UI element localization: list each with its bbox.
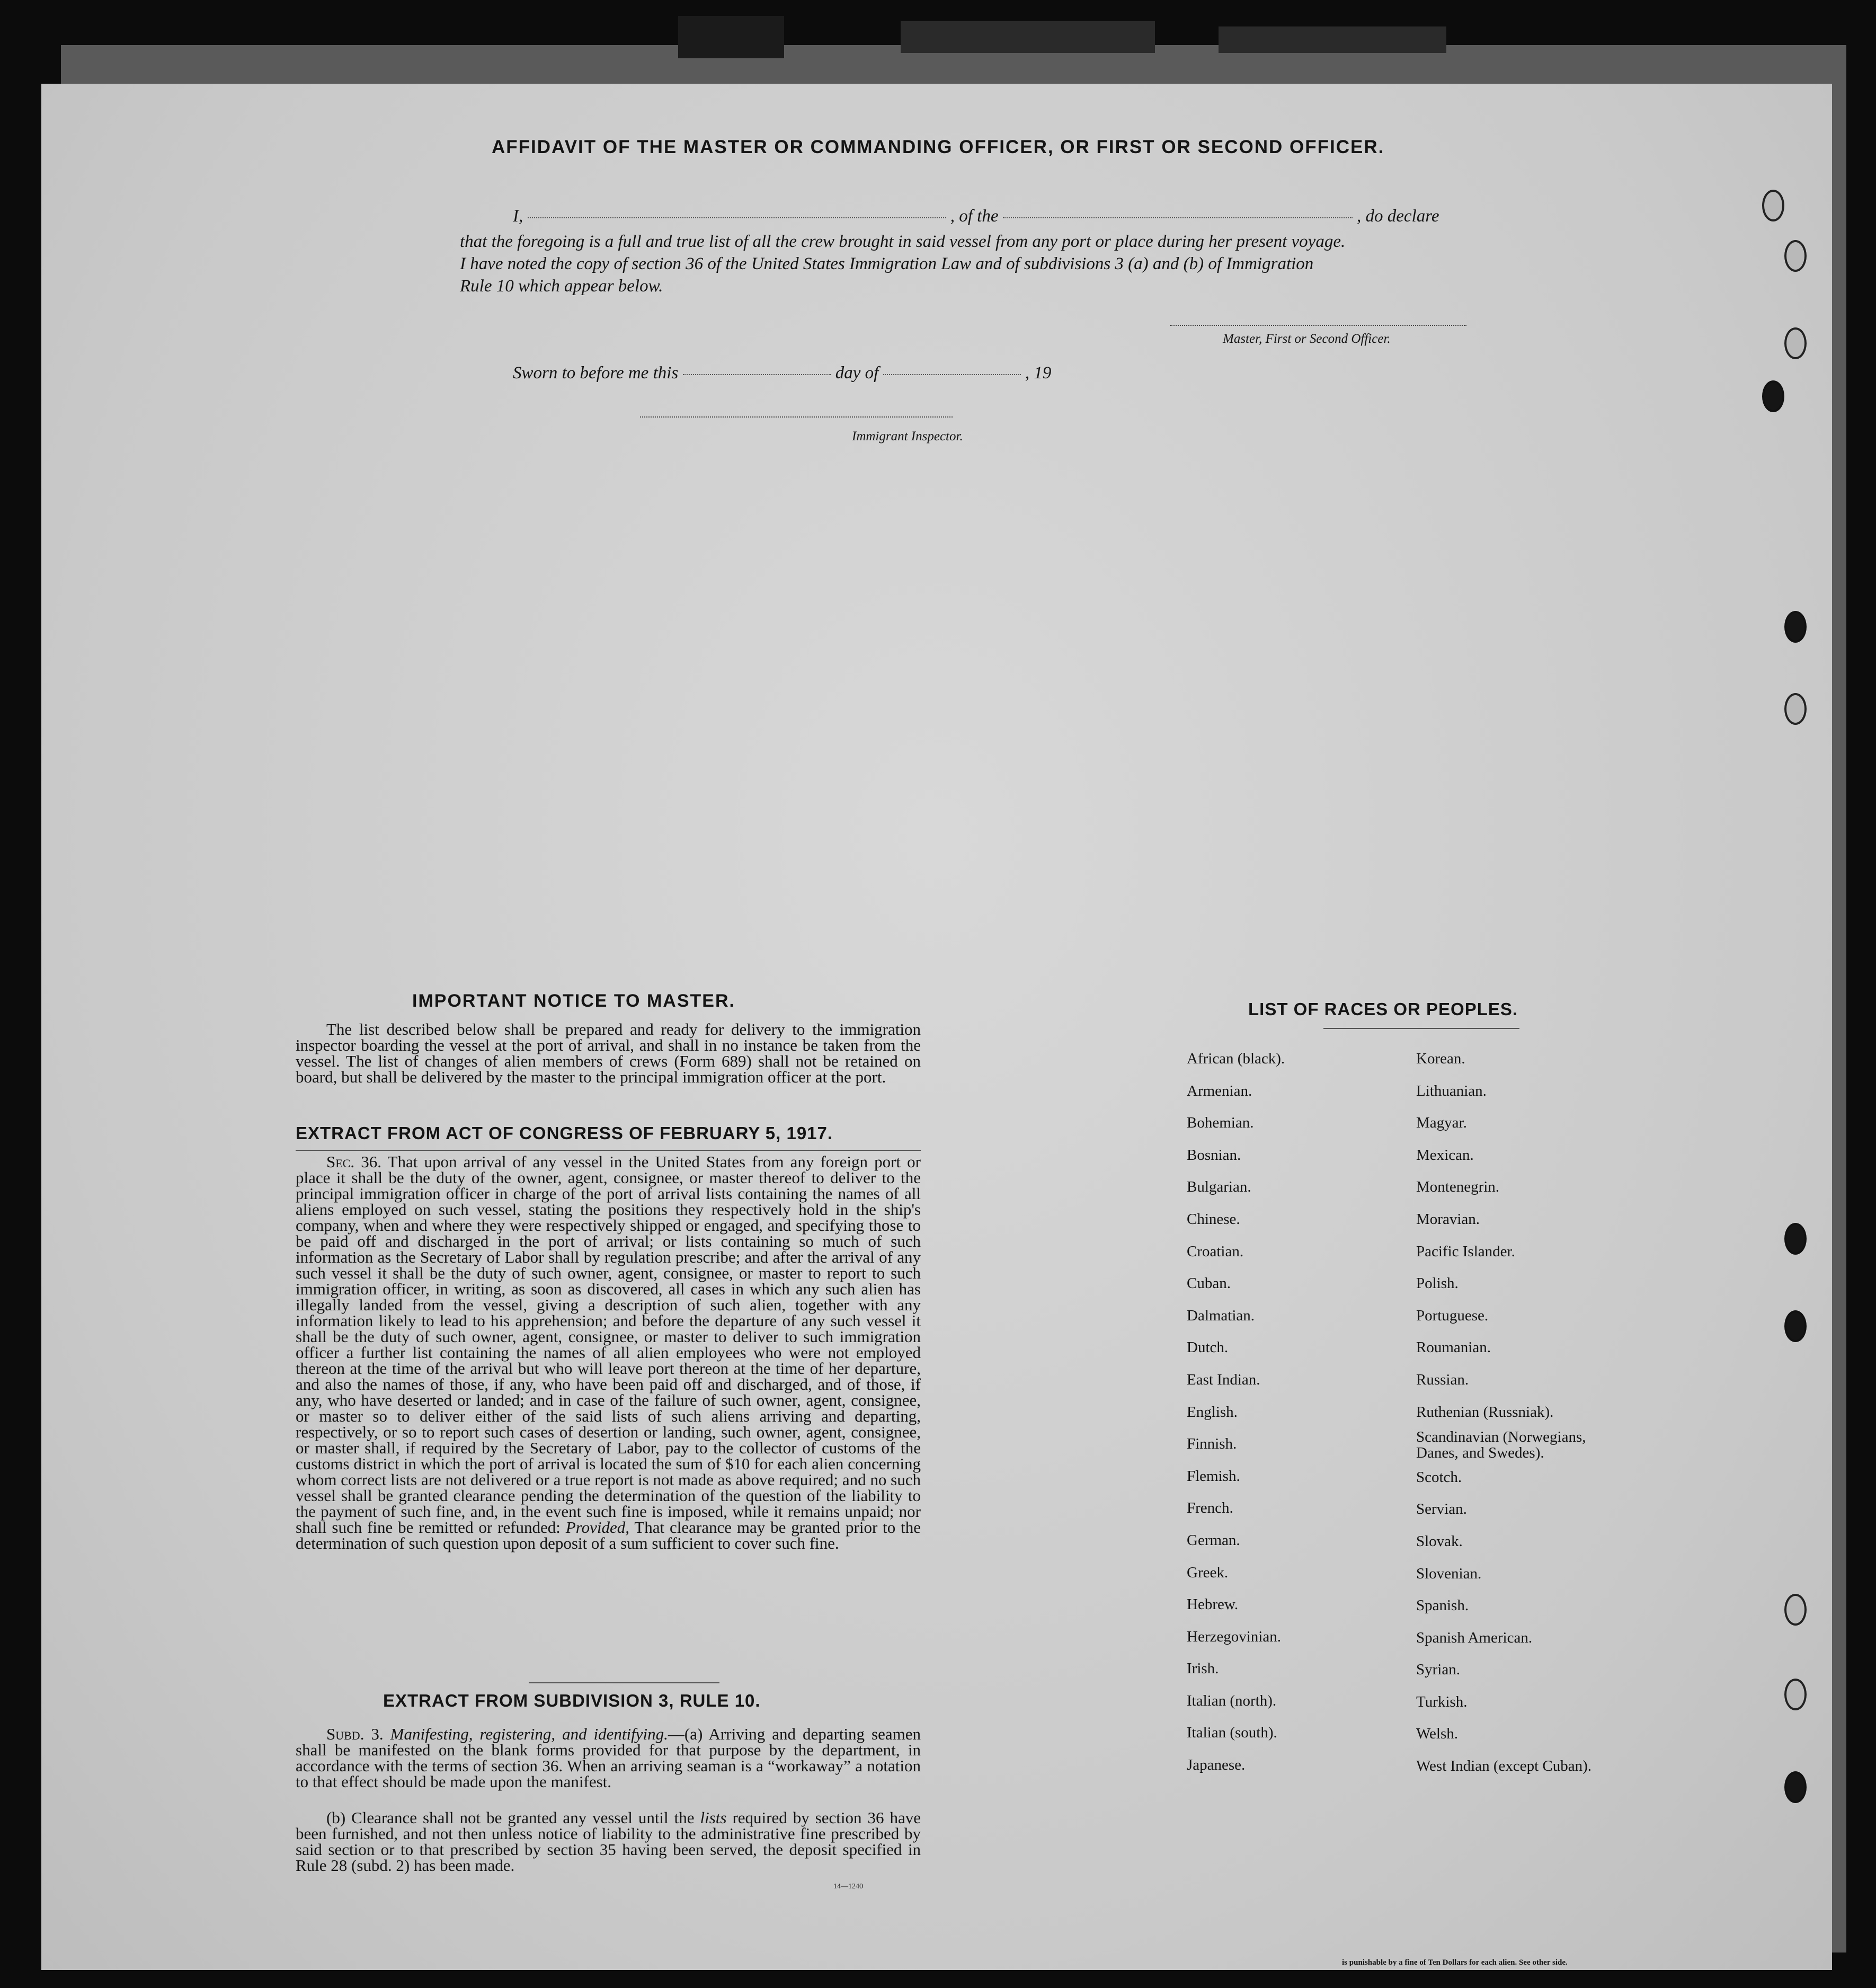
races-left-column xyxy=(1187,1043,1285,1781)
punch-hole xyxy=(1784,693,1807,725)
race-item: French. xyxy=(1187,1499,1233,1517)
rule-title-separator xyxy=(529,1682,719,1683)
race-item: Roumanian. xyxy=(1416,1339,1491,1356)
race-item: Japanese. xyxy=(1187,1756,1246,1774)
race-item: Bosnian. xyxy=(1187,1146,1241,1164)
race-item: Greek. xyxy=(1187,1564,1229,1581)
race-item: East Indian. xyxy=(1187,1371,1260,1388)
declarant-prefix: I, xyxy=(513,207,523,226)
race-item: Dutch. xyxy=(1187,1339,1229,1356)
rule-subd-label: Subd. 3. xyxy=(326,1725,384,1743)
punch-hole xyxy=(1784,327,1807,359)
do-declare-label: , do declare xyxy=(1356,207,1439,226)
act-section-label: Sec. 36. xyxy=(326,1152,381,1171)
affidavit-line-1 xyxy=(513,207,1439,226)
race-item: Spanish. xyxy=(1416,1597,1469,1614)
race-item: Bohemian. xyxy=(1187,1114,1254,1132)
race-item: Spanish American. xyxy=(1416,1629,1533,1646)
race-item: Ruthenian (Russniak). xyxy=(1416,1403,1554,1421)
of-the-label: , of the xyxy=(950,207,999,226)
master-signature-line xyxy=(1170,325,1466,326)
races-right-column xyxy=(1416,1043,1628,1782)
sworn-line xyxy=(513,363,1051,383)
affidavit-line-2: that the foregoing is a full and true list of all the crew brought in said vessel from any port or place during her present voyage. xyxy=(460,232,1346,251)
race-item: Italian (north). xyxy=(1187,1692,1277,1709)
race-item: Herzegovinian. xyxy=(1187,1628,1281,1645)
rule-subd-heading: Manifesting, registering, and identifying. xyxy=(390,1725,668,1743)
punch-hole xyxy=(1762,380,1784,412)
race-item: West Indian (except Cuban). xyxy=(1416,1758,1592,1775)
race-item: Bulgarian. xyxy=(1187,1178,1251,1196)
race-item: Portuguese. xyxy=(1416,1307,1489,1324)
race-item: English. xyxy=(1187,1403,1238,1421)
race-item: Scandinavian (Norwegians, Danes, and Swedes). xyxy=(1416,1428,1586,1462)
rule-para-b-1: (b) Clearance shall not be granted any vessel until the xyxy=(326,1808,695,1827)
race-item: Italian (south). xyxy=(1187,1724,1277,1742)
race-item: Pacific Islander. xyxy=(1416,1242,1515,1260)
race-item: Mexican. xyxy=(1416,1146,1474,1164)
rule-para-b-2: required by section 36 have been furnished, and not then unless notice of liability to the administrative fine prescribed by said section or to that prescribed by section 35 having been served, the deposit specified in Rule 28 (subd. 2) has been made. xyxy=(296,1808,921,1875)
punch-hole xyxy=(1784,1771,1807,1803)
torn-edge xyxy=(1219,26,1446,53)
act-text xyxy=(296,1154,921,1551)
race-item: Servian. xyxy=(1416,1501,1467,1518)
race-item: Scotch. xyxy=(1416,1468,1462,1486)
race-item: Chinese. xyxy=(1187,1210,1240,1228)
rule-para-a-text: —(a) Arriving and departing seamen shall be manifested on the blank forms provided for that purpose by the department, in accordance with the terms of section 36. When an arriving seaman is a “workaway” a notation to that effect should be made upon the manifest. xyxy=(296,1725,921,1791)
race-item: German. xyxy=(1187,1531,1240,1549)
race-item: African (black). xyxy=(1187,1050,1285,1067)
race-item: Russian. xyxy=(1416,1371,1469,1388)
vessel-name-field xyxy=(1003,217,1353,218)
race-item: Slovenian. xyxy=(1416,1565,1482,1582)
race-item: Moravian. xyxy=(1416,1210,1480,1228)
race-item: Slovak. xyxy=(1416,1532,1463,1550)
act-proviso-text: That clearance may be granted prior to the determination of such question upon deposit of a sum sufficient to cover such fine. xyxy=(296,1518,921,1552)
race-item: Flemish. xyxy=(1187,1467,1240,1485)
race-item: Magyar. xyxy=(1416,1114,1467,1132)
punch-hole xyxy=(1784,1223,1807,1255)
document-page xyxy=(41,84,1832,1970)
race-item: Korean. xyxy=(1416,1050,1465,1067)
footer-note: is punishable by a fine of Ten Dollars for each alien. See other side. xyxy=(1342,1958,1568,1967)
sworn-prefix: Sworn to before me this xyxy=(513,363,679,383)
race-item: Syrian. xyxy=(1416,1661,1460,1679)
race-item: Cuban. xyxy=(1187,1275,1231,1292)
master-signature-label: Master, First or Second Officer. xyxy=(1223,332,1391,346)
torn-edge xyxy=(678,16,784,58)
race-item: Dalmatian. xyxy=(1187,1307,1255,1324)
rule-title: EXTRACT FROM SUBDIVISION 3, RULE 10. xyxy=(383,1691,761,1710)
affidavit-title: AFFIDAVIT OF THE MASTER OR COMMANDING OFFICER, OR FIRST OR SECOND OFFICER. xyxy=(492,137,1385,157)
punch-hole xyxy=(1784,1679,1807,1710)
race-item: Montenegrin. xyxy=(1416,1178,1500,1196)
inspector-signature-line xyxy=(640,416,953,418)
sworn-day-field xyxy=(683,374,831,375)
rule-para-a xyxy=(296,1726,921,1790)
affidavit-line-3: I have noted the copy of section 36 of the United States Immigration Law and of subdivisions 3 (a) and (b) of Immigration xyxy=(460,254,1314,273)
race-item: Lithuanian. xyxy=(1416,1082,1487,1099)
inspector-label: Immigrant Inspector. xyxy=(852,429,963,443)
act-title: EXTRACT FROM ACT OF CONGRESS OF FEBRUARY 5, 1917. xyxy=(296,1123,833,1143)
act-proviso-word: Provided, xyxy=(565,1518,630,1537)
sworn-year: , 19 xyxy=(1025,363,1052,383)
sworn-day-of: day of xyxy=(835,363,879,383)
races-title: LIST OF RACES OR PEOPLES. xyxy=(1248,999,1518,1019)
notice-title: IMPORTANT NOTICE TO MASTER. xyxy=(412,991,735,1011)
rule-para-b-lists: lists xyxy=(700,1808,727,1827)
race-item: Croatian. xyxy=(1187,1242,1244,1260)
race-item: Hebrew. xyxy=(1187,1596,1239,1613)
punch-hole xyxy=(1784,240,1807,272)
race-item: Turkish. xyxy=(1416,1693,1468,1710)
act-body: That upon arrival of any vessel in the United States from any foreign port or place it shall be the duty of the owner, agent, consignee, or master thereof to deliver to the principal immigration officer in charge of the port of arrival lists containing the names of all aliens employed on such vessel, stating the positions they respectively hold in the ship's company, when and where they were respectively shipped or engaged, and specifying those to be paid off and discharged in the port of arrival; or lists containing so much of such information as the Secretary of Labor shall by regulation prescribe; and after the arrival of any such vessel it shall be the duty of such owner, agent, consignee, or master to report to such immigration officer, in writing, as soon as discovered, all cases in which any such alien has illegally landed from the vessel, giving a description of such alien, together with any information likely to lead to his apprehension; and before the departure of any such vessel it shall be the duty of such owner, agent, consignee, or master to deliver to such immigration officer a further list containing the names of all alien employees who were not employed thereon at the time of the arrival but who will leave port thereon at the time of her departure, and also the names of those, if any, who have been paid off and discharged, and of those, if any, who have deserted or landed; and in case of the failure of such owner, agent, consignee, or master so to deliver either of the said lists of such aliens arriving and departing, respectively, or so to report such cases of desertion or landing, such owner, agent, consignee, or master shall, if required by the Secretary of Labor, pay to the collector of customs of the customs district in which the port of arrival is located the sum of $10 for each alien concerning whom correct lists are not delivered or a true report is not made as above required; and no such vessel shall be granted clearance pending the determination of the question of the liability to the payment of such fine, and, in the event such fine is imposed, while it remains unpaid; nor shall such fine be remitted or refunded: xyxy=(296,1152,921,1537)
race-item: Finnish. xyxy=(1187,1435,1237,1453)
notice-text: The list described below shall be prepared and ready for delivery to the immigration inspector boarding the vessel at the port of arrival, and shall in no instance be taken from the vessel. The list of changes of alien members of crews (Form 689) shall not be retained on board, but shall be delivered by the master to the principal immigration officer at the port. xyxy=(296,1020,921,1086)
sworn-month-field xyxy=(883,374,1021,375)
punch-hole xyxy=(1784,1310,1807,1342)
punch-hole xyxy=(1784,611,1807,643)
act-title-rule xyxy=(296,1150,921,1151)
torn-edge xyxy=(901,21,1155,53)
rule-para-b xyxy=(296,1810,921,1874)
affidavit-line-4: Rule 10 which appear below. xyxy=(460,277,663,296)
form-number: 14—1240 xyxy=(833,1883,863,1891)
race-item: Welsh. xyxy=(1416,1725,1459,1743)
race-item: Irish. xyxy=(1187,1660,1219,1678)
race-item: Polish. xyxy=(1416,1275,1459,1292)
punch-hole xyxy=(1762,190,1784,221)
declarant-name-field xyxy=(528,217,946,218)
race-item: Armenian. xyxy=(1187,1082,1252,1099)
races-title-rule xyxy=(1323,1028,1519,1029)
punch-hole xyxy=(1784,1594,1807,1626)
